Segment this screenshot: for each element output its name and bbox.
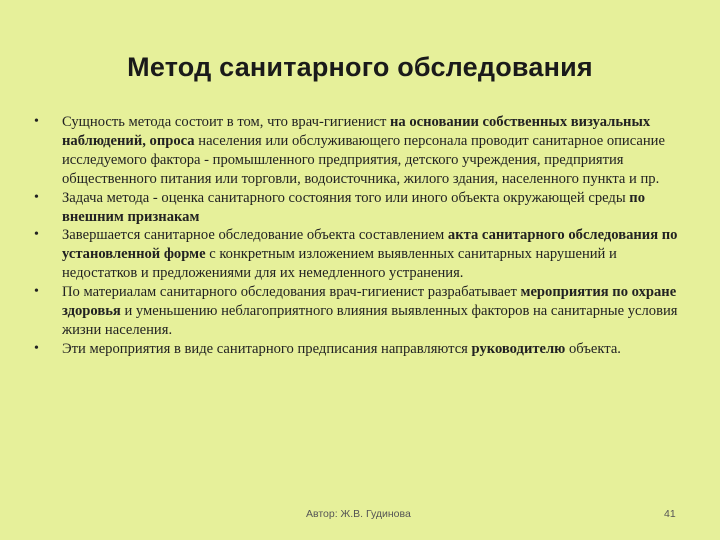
bullet-list <box>28 113 692 359</box>
footer-author: Автор: Ж.В. Гудинова <box>306 508 411 520</box>
bullet-text: с конкретным изложением выявленных санитарных нарушений и недостатков и предложениями для их немедленного устранения. <box>62 246 617 282</box>
bullet-marker: • <box>34 340 39 356</box>
bullet-marker: • <box>34 114 39 129</box>
bullet-item-essence <box>28 113 692 189</box>
bullet-text: населения или обслуживающего персонала проводит санитарное описание исследуемого фактора - промышленного предприятия, детского учреждения, предприятия общественного питания или торговли, водоисточника, жилого здания, населенного пункта и пр. <box>62 132 665 187</box>
bullet-emphasis: мероприятия по охране здоровья <box>62 284 677 320</box>
slide-title: Метод санитарного обследования <box>127 52 593 82</box>
bullet-emphasis: акта санитарного обследования по установленной форме <box>62 227 678 263</box>
bullet-item-completion <box>28 226 692 283</box>
bullet-emphasis: руководителю <box>471 340 566 357</box>
bullet-marker: • <box>34 189 39 205</box>
bullet-emphasis: по внешним признакам <box>62 189 645 225</box>
bullet-text: Задача метода - оценка санитарного состояния того или иного объекта окружающей среды <box>62 189 630 206</box>
bullet-text: Сущность метода состоит в том, что врач-гигиенист <box>62 114 391 130</box>
bullet-text: По материалам санитарного обследования врач-гигиенист разрабатывает <box>62 284 521 301</box>
bullet-marker: • <box>34 227 39 243</box>
bullet-text: Завершается санитарное обследование объекта составлением <box>62 227 448 244</box>
page-number: 41 <box>664 508 676 520</box>
bullet-text: объекта. <box>565 340 621 357</box>
bullet-item-task <box>28 189 692 227</box>
bullet-marker: • <box>34 284 39 300</box>
bullet-item-prescription <box>28 340 692 359</box>
bullet-text: Эти мероприятия в виде санитарного предписания направляются <box>62 340 472 357</box>
bullet-text: и уменьшению неблагоприятного влияния выявленных факторов на санитарные условия жизни населения. <box>62 303 678 338</box>
bullet-emphasis: на основании собственных визуальных наблюдений, опроса <box>62 114 651 149</box>
bullet-item-measures <box>28 283 692 340</box>
